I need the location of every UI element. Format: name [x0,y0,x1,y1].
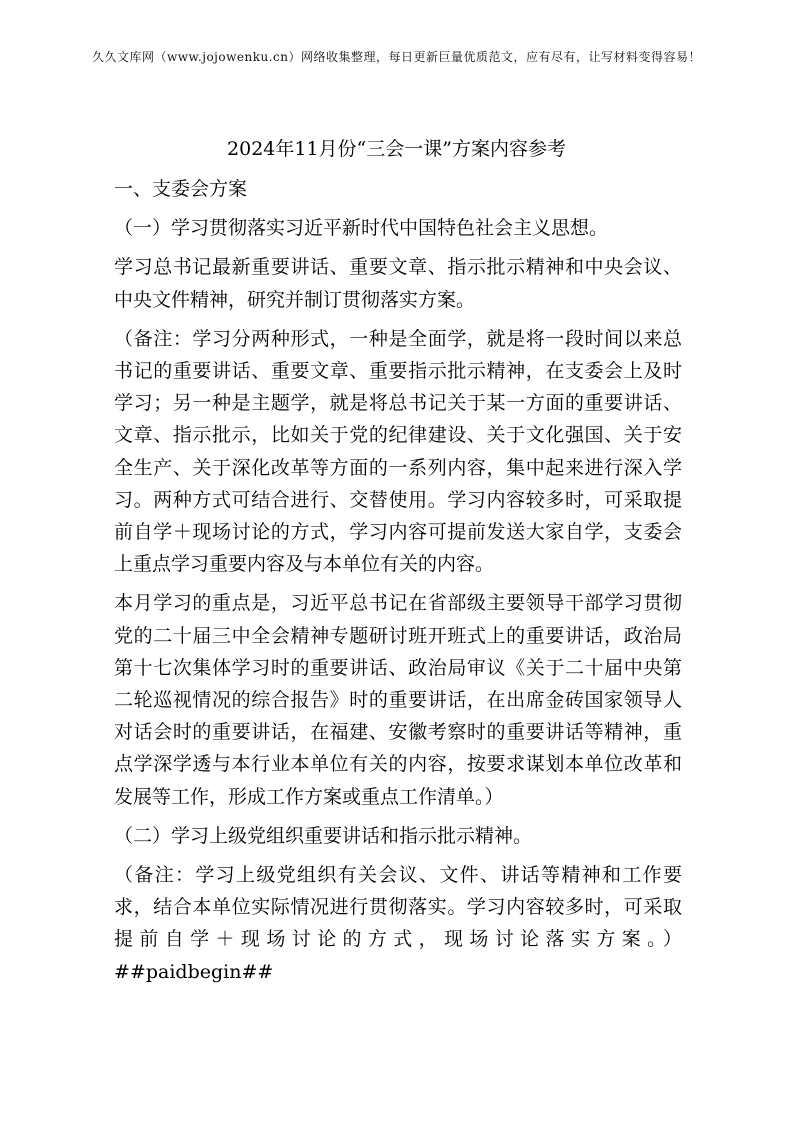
subsection-heading-1: （一）学习贯彻落实习近平新时代中国特色社会主义思想。 [114,217,609,240]
subsection-heading-2: （二）学习上级党组织重要讲话和指示批示精神。 [114,824,533,847]
header-note: 久久文库网（www.jojowenku.cn）网络收集整理，每日更新巨量优质范文，应有尽有，让写材料变得容易！ [92,50,701,64]
paragraph-3: 本月学习的重点是，习近平总书记在省部级主要领导干部学习贯彻党的二十届三中全会精神专题研讨班开班式上的重要讲话，政治局第十七次集体学习时的重要讲话、政治局审议《关于二十届中央第二轮巡视情况的综合报告》时的重要讲话，在出席金砖国家领导人对话会时的重要讲话，在福建、安徽考察时的重要讲话等精神，重点学深学透与本行业本单位有关的内容，按要求谋划本单位改革和发展等工作，形成工作方案或重点工作清单。） [114,592,682,808]
paragraph-2-note: （备注：学习分两种形式，一种是全面学，就是将一段时间以来总书记的重要讲话、重要文章、重要指示批示精神，在支委会上及时学习；另一种是主题学，就是将总书记关于某一方面的重要讲话、文章、指示批示，比如关于党的纪律建设、关于文化强国、关于安全生产、关于深化改革等方面的一系列内容，集中起来进行深入学习。两种方式可结合进行、交替使用。学习内容较多时，可采取提前自学＋现场讨论的方式，学习内容可提前发送大家自学，支委会上重点学习重要内容及与本单位有关的内容。 [114,327,682,576]
paragraph-4-note: （备注：学习上级党组织有关会议、文件、讲话等精神和工作要求，结合本单位实际情况进行贯彻落实。学习内容较多时，可采取提前自学＋现场讨论的方式，现场讨论落实方案。）##paidbegin## [114,864,682,983]
document-body [114,173,682,995]
paragraph-1: 学习总书记最新重要讲话、重要文章、指示批示精神和中央会议、中央文件精神，研究并制订贯彻落实方案。 [114,256,682,311]
section-heading-1: 一、支委会方案 [114,178,248,200]
document-title: 2024年11月份“三会一课”方案内容参考 [227,138,566,160]
